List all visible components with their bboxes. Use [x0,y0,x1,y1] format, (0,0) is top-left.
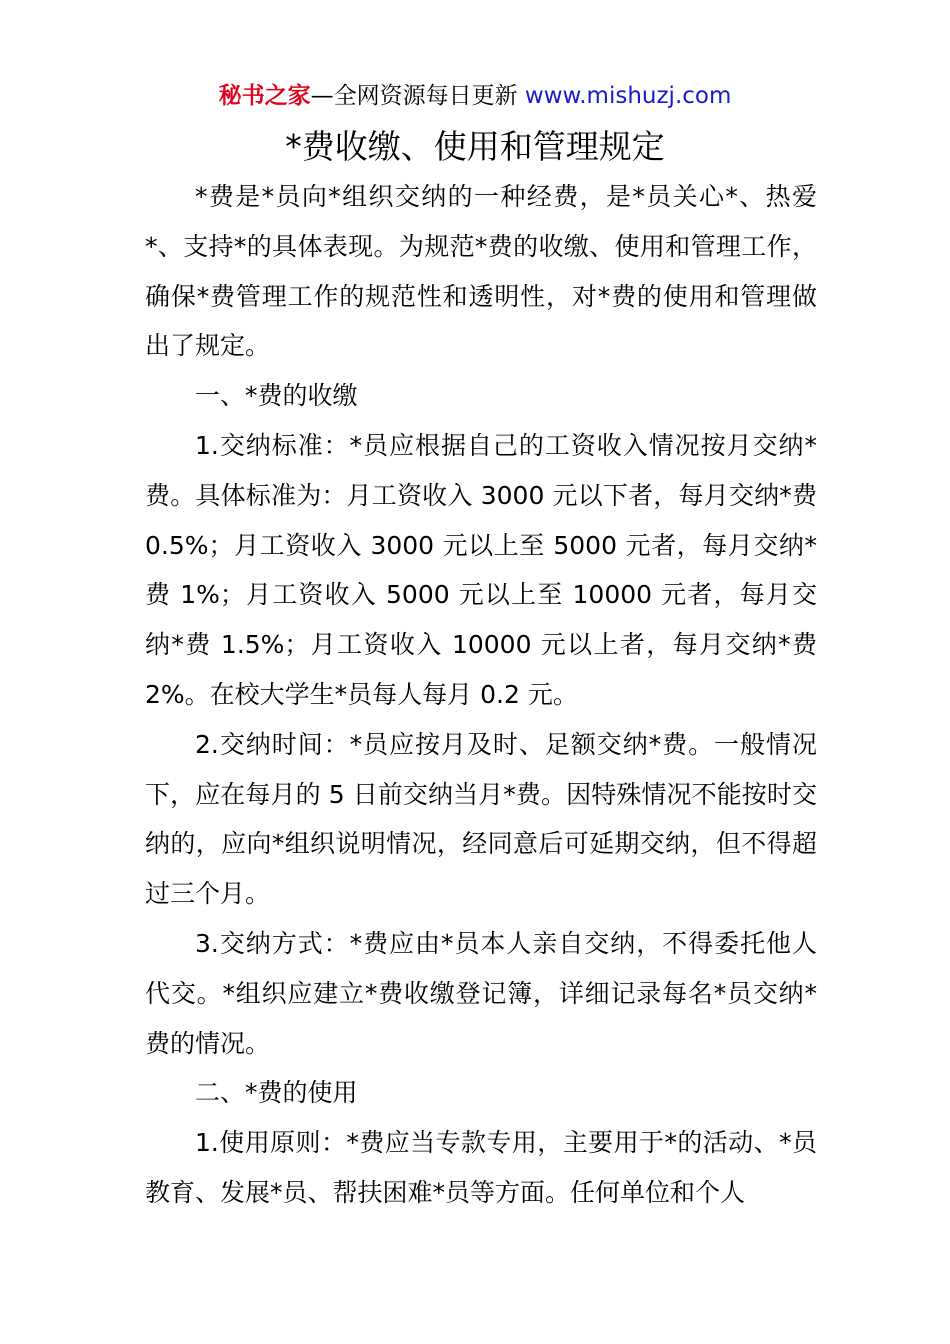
paragraph-payment-method: 3.交纳方式：*费应由*员本人亲自交纳，不得委托他人代交。*组织应建立*费收缴登记簿，详细记录每名*员交纳*费的情况。 [145,928,817,1058]
document-body [145,172,817,1218]
site-tagline: —全网资源每日更新 [310,83,525,109]
document-title: *费收缴、使用和管理规定 [285,127,665,166]
section-heading-usage: 二、*费的使用 [195,1078,358,1108]
paragraph-usage-principle: 1.使用原则：*费应当专款专用，主要用于*的活动、*员教育、发展*员、帮扶困难*员等方面。任何单位和个人 [145,1128,817,1207]
section-heading-collection: 一、*费的收缴 [195,381,358,411]
brand-name: 秘书之家 [218,83,311,109]
site-header [0,80,950,112]
intro-paragraph: *费是*员向*组织交纳的一种经费，是*员关心*、热爱*、支持*的具体表现。为规范*费的收缴、使用和管理工作，确保*费管理工作的规范性和透明性，对*费的使用和管理做出了规定。 [145,182,817,361]
paragraph-payment-standard: 1.交纳标准：*员应根据自己的工资收入情况按月交纳*费。具体标准为：月工资收入 3000 元以下者，每月交纳*费 0.5%；月工资收入 3000 元以上至 5000 元者，每月交纳*费 1%；月工资收入 5000 元以上至 10000 元者，每月交纳*费 1.5%；月工资收入 10000 元以上者，每月交纳*费 2%。在校大学生*员每人每月 0.2 元。 [145,430,817,709]
site-url-link[interactable]: www.mishuzj.com [524,83,732,109]
paragraph-payment-time: 2.交纳时间：*员应按月及时、足额交纳*费。一般情况下，应在每月的 5 日前交纳当月*费。因特殊情况不能按时交纳的，应向*组织说明情况，经同意后可延期交纳，但不得超过三个月。 [145,729,817,909]
